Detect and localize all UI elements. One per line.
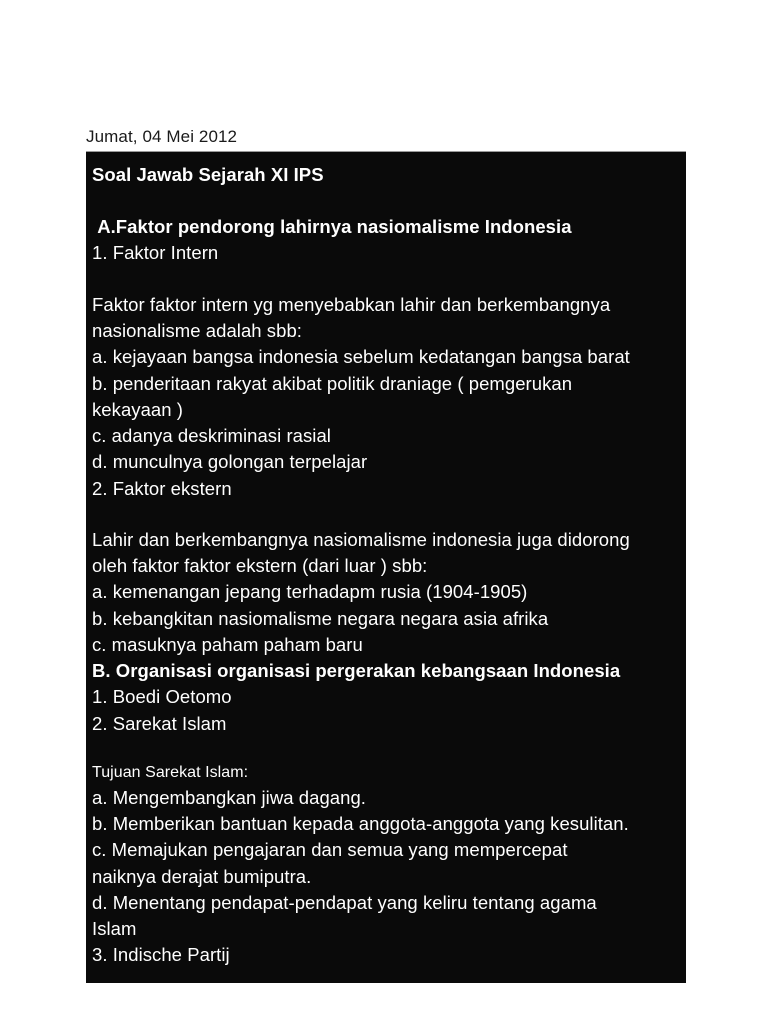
article-line: 3. Indische Partij [92,944,230,966]
article-line: c. adanya deskriminasi rasial [92,425,331,447]
spacer [92,188,680,214]
paragraph-spacer [92,267,680,292]
article-line: Faktor faktor intern yg menyebabkan lahir dan berkembangnya [92,293,611,315]
article-line: kekayaan ) [92,398,183,420]
article-line: 2. Faktor ekstern [92,477,232,499]
article-line: d. munculnya golongan terpelajar [92,451,368,473]
article-title: Soal Jawab Sejarah XI IPS [92,163,324,185]
article-line: c. Memajukan pengajaran dan semua yang mempercepat [92,839,568,861]
article-line: naiknya derajat bumiputra. [92,865,312,887]
article-line: 2. Sarekat Islam [92,712,227,734]
article-line: Lahir dan berkembangnya nasiomalisme indonesia juga didorong [92,528,630,550]
paragraph-spacer [92,737,680,762]
article-line: Tujuan Sarekat Islam: [92,763,249,781]
article-line: d. Menentang pendapat-pendapat yang keliru tentang agama [92,891,597,913]
article-line: a. kemenangan jepang terhadapm rusia (1904-1905) [92,581,528,603]
article-line: Islam [92,918,137,940]
article-line: b. penderitaan rakyat akibat politik draniage ( pemgerukan [92,372,573,394]
article-line: 1. Boedi Oetomo [92,686,232,708]
section-heading: B. Organisasi organisasi pergerakan kebangsaan Indonesia [92,660,621,682]
article-line: a. kejayaan bangsa indonesia sebelum kedatangan bangsa barat [92,346,630,368]
paragraph-spacer [92,502,680,527]
article-content-block [86,152,686,983]
section-heading: A.Faktor pendorong lahirnya nasiomalisme Indonesia [92,216,572,238]
document-date: Jumat, 04 Mei 2012 [86,126,686,152]
article-line: b. kebangkitan nasiomalisme negara negara asia afrika [92,607,549,629]
article-line: b. Memberikan bantuan kepada anggota-anggota yang kesulitan. [92,812,629,834]
article-line: 1. Faktor Intern [92,242,219,264]
article-line: a. Mengembangkan jiwa dagang. [92,786,366,808]
article-line: c. masuknya paham paham baru [92,633,363,655]
article-line: nasionalisme adalah sbb: [92,320,302,341]
article-line: oleh faktor faktor ekstern (dari luar ) sbb: [92,555,428,577]
article-lines [92,214,680,968]
document-body [86,126,686,983]
